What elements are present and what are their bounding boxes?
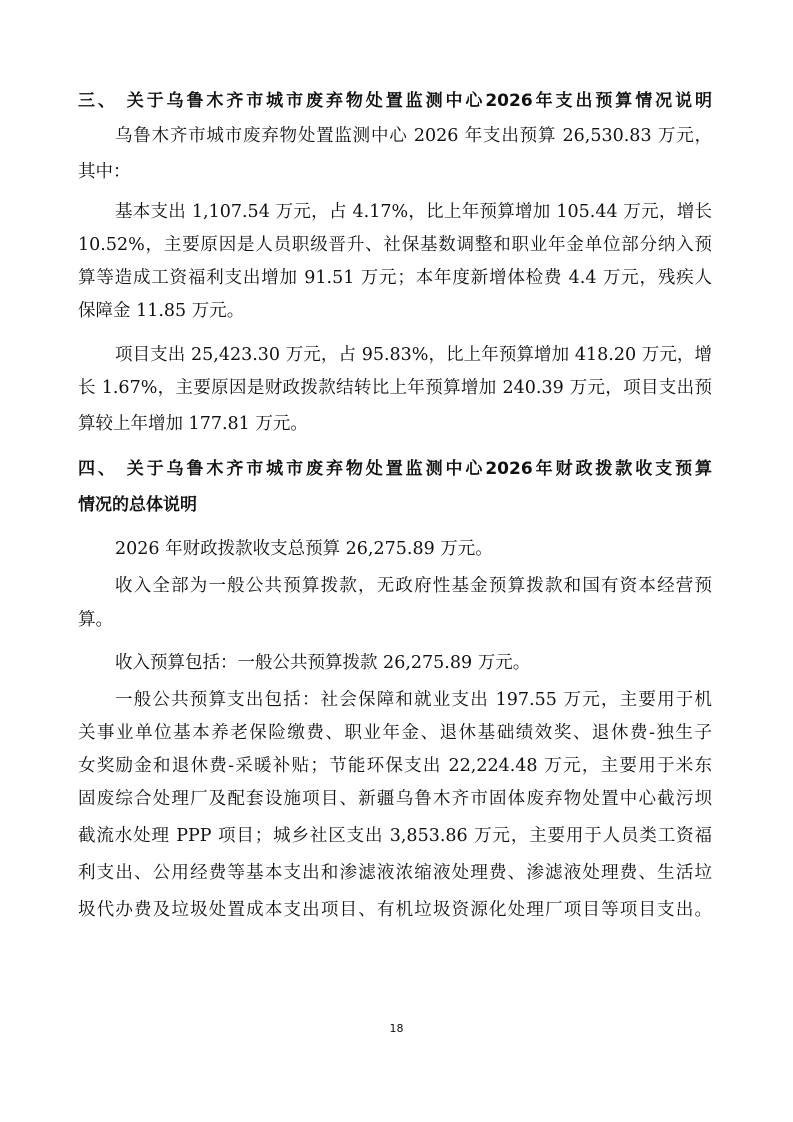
paragraph-line: 女奖励金和退休费-采暖补贴；节能环保支出 22,224.48 万元，主要用于米东: [78, 756, 712, 776]
paragraph-line: 利支出、公用经费等基本支出和渗滤液浓缩液处理费、渗滤液处理费、生活垃: [78, 863, 712, 883]
paragraph-line: 基本支出 1,107.54 万元，占 4.17%，比上年预算增加 105.44 万元，增长: [115, 202, 712, 222]
paragraph-line: 收入预算包括：一般公共预算拨款 26,275.89 万元。: [115, 653, 531, 673]
section-heading: 四、 关于乌鲁木齐市城市废弃物处置监测中心2026年财政拨款收支预算: [78, 459, 712, 479]
section-heading: 三、 关于乌鲁木齐市城市废弃物处置监测中心2026年支出预算情况说明: [78, 91, 712, 111]
paragraph-line: 其中：: [78, 162, 131, 182]
page-number: 18: [389, 1022, 404, 1035]
paragraph-line: 项目支出 25,423.30 万元，占 95.83%，比上年预算增加 418.20 万元，增: [115, 345, 712, 365]
paragraph-line: 10.52%，主要原因是人员职级晋升、社保基数调整和职业年金单位部分纳入预: [78, 235, 712, 255]
paragraph-line: 一般公共预算支出包括：社会保障和就业支出 197.55 万元，主要用于机: [115, 690, 712, 710]
paragraph-line: 收入全部为一般公共预算拨款，无政府性基金预算拨款和国有资本经营预: [115, 576, 712, 596]
paragraph-line: 保障金 11.85 万元。: [78, 301, 245, 321]
paragraph-line: 算等造成工资福利支出增加 91.51 万元；本年度新增体检费 4.4 万元，残疾人: [78, 268, 712, 288]
paragraph-line: 截流水处理 PPP 项目；城乡社区支出 3,853.86 万元，主要用于人员类工资福: [78, 826, 712, 846]
paragraph-line: 圾代办费及垃圾处置成本支出项目、有机垃圾资源化处理厂项目等项目支出。: [78, 900, 712, 920]
paragraph-line: 乌鲁木齐市城市废弃物处置监测中心 2026 年支出预算 26,530.83 万元，: [115, 126, 712, 146]
paragraph-line: 长 1.67%，主要原因是财政拨款结转比上年预算增加 240.39 万元，项目支出预: [78, 378, 712, 398]
paragraph-line: 固废综合处理厂及配套设施项目、新疆乌鲁木齐市固体废弃物处置中心截污坝: [78, 789, 712, 809]
paragraph-line: 算。: [78, 610, 113, 630]
paragraph-line: 2026 年财政拨款收支总预算 26,275.89 万元。: [115, 539, 493, 559]
section-heading: 情况的总体说明: [78, 495, 197, 515]
paragraph-line: 关事业单位基本养老保险缴费、职业年金、退休基础绩效奖、退休费-独生子: [78, 723, 712, 743]
paragraph-line: 算较上年增加 177.81 万元。: [78, 414, 308, 434]
